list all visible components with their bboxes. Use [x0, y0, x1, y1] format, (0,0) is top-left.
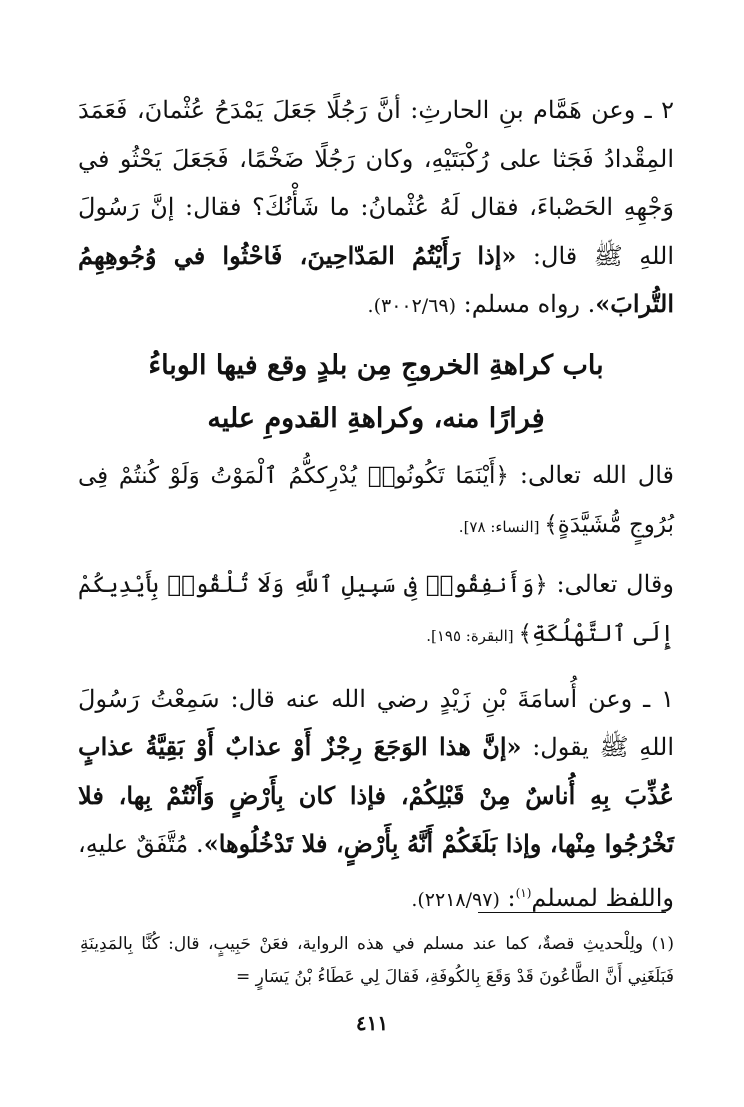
chapter-heading-line-2: فِرارًا منه، وكراهةِ القدومِ عليه: [207, 402, 545, 434]
chapter-heading: [78, 339, 674, 445]
hadith-1-intro: ١ ـ وعن أُسامَةَ بْنِ زَيْدٍ رضي الله عنه قال: سَمِعْتُ رَسُولَ اللهِ ﷺ يقول:: [78, 684, 674, 761]
footnote-mark[interactable]: (١): [515, 885, 532, 900]
footnote: (١) ولِلْحديثِ قصةٌ، كما عند مسلم في هذه الرواية، فعَنْ حَبِيبٍ، قال: كُنَّا بِالمَدِينَةِ فَبَلَغَنِي أَنَّ الطَّاعُونَ قَدْ وَقَعَ بِالكُوفَةِ، فَقالَ لِي عَطَاءُ بْنُ يَسَارٍ =: [80, 934, 674, 987]
hadith-2: [78, 86, 674, 331]
verse-1: [78, 451, 674, 552]
hadith-2-ref: (٣٠٠٢/٦٩).: [367, 295, 457, 317]
hadith-2-quote: «إذا رَأَيْتُمُ المَدّاحِينَ، فَاحْثُوا في وُجُوهِهِمُ التُّرابَ»: [78, 240, 674, 318]
chapter-heading-line-1: باب كراهةِ الخروجِ مِن بلدٍ وقع فيها الوباءُ: [148, 349, 604, 381]
verse-1-ref: [النساء: ٧٨].: [458, 518, 545, 536]
verse-2-text: ﴿وَأَنفِقُوا۟ فِى سَبِيلِ ٱللَّهِ وَلَا تُلْقُوا۟ بِأَيْدِيكُمْ إِلَى ٱلتَّهْلُكَةِ﴾: [78, 571, 674, 647]
hadith-2-intro: ٢ ـ وعن هَمَّام بنِ الحارثِ: أنَّ رَجُلًا جَعَلَ يَمْدَحُ عُثْمانَ، فَعَمَدَ المِقْدادُ فَجَثا على رُكْبَتَيْهِ، وكان رَجُلًا ضَخْمًا، فَجَعَلَ يَحْثُو في وَجْهِهِ الحَصْباءَ، فقال لَهُ عُثْمانُ: ما شَأْنُكَ؟ فقال: إنَّ رَسُولَ اللهِ ﷺ قال:: [78, 96, 674, 270]
hadith-1-tail: . مُتَّفَقٌ عليهِ، واللفظ لمسلم: [78, 830, 674, 912]
verse-2-intro: وقال تعالى:: [547, 569, 674, 598]
page-number: ٤١١: [355, 1011, 389, 1035]
footnote-divider: [478, 912, 666, 913]
hadith-1-quote: «إنَّ هذا الوَجَعَ رِجْزٌ أَوْ عذابٌ أَوْ بَقِيَّةُ عذابٍ عُذِّبَ بِهِ أُناسٌ مِنْ قَبْلِكُمْ، فإذا كان بِأَرْضٍ وَأَنْتُمْ بِها، فلا تَخْرُجُوا مِنْها، وإذا بَلَغَكُمْ أَنَّهُ بِأَرْضٍ، فلا تَدْخُلُوها»: [78, 732, 675, 858]
verse-2-ref: [البقرة: ١٩٥].: [426, 627, 519, 645]
page-body: [78, 86, 674, 924]
verse-2: [78, 560, 674, 661]
hadith-1-ref-intro: :: [499, 883, 516, 912]
verse-1-intro: قال الله تعالى:: [508, 460, 675, 489]
verse-1-text: ﴿أَيْنَمَا تَكُونُوا۟ يُدْرِككُّمُ ٱلْمَوْتُ وَلَوْ كُنتُمْ فِى بُرُوجٍ مُّشَيَّدَةٍ﴾: [78, 462, 674, 538]
hadith-2-source: . رواه مسلم:: [456, 290, 596, 318]
hadith-1-ref: (٢٢١٨/٩٧).: [411, 888, 500, 911]
hadith-1: [78, 675, 674, 925]
